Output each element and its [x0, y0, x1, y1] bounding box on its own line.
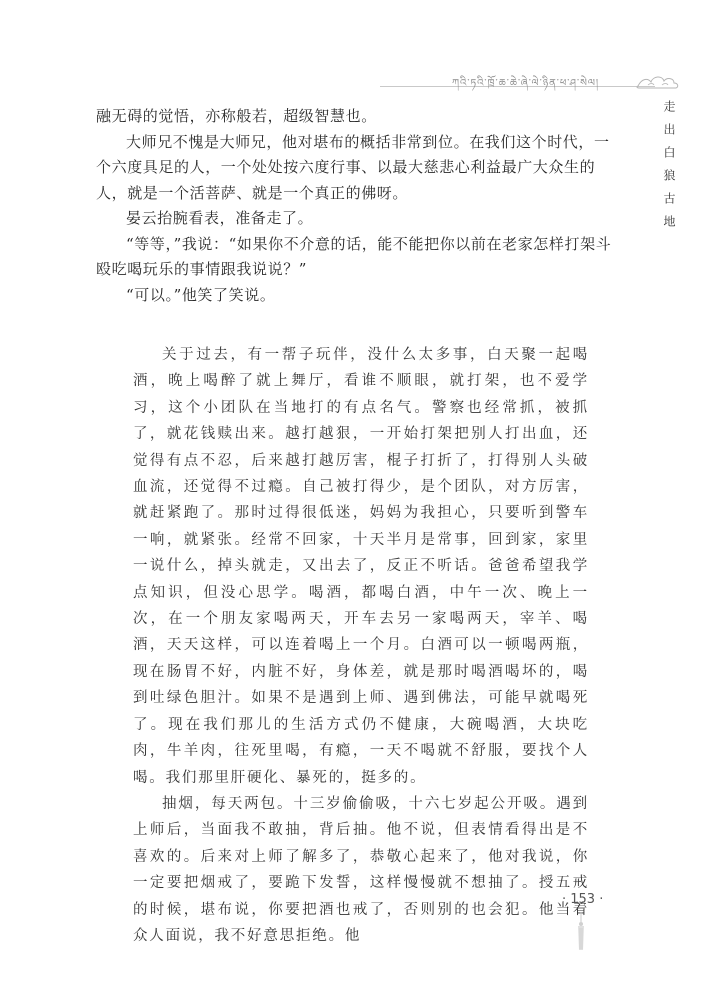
narrative-paragraph: 关于过去，有一帮子玩伴，没什么太多事，白天聚一起喝酒，晚上喝醉了就上舞厅，看谁不顺眼，就打架，也不爱学习，这个小团队在当地打的有点名气。警察也经常抓，被抓了，就花钱赎出来。越打越狠，一开始打架把别人打出血，还觉得有点不忍，后来越打越厉害，棍子打折了，打得别人头破血流，还觉得不过瘾。自己被打得少，是个团队，对方厉害，就赶紧跑了。那时过得很低迷，妈妈为我担心，只要听到警车一响，就紧张。经常不回家，十天半月是常事，回到家，家里一说什么，掉头就走，又出去了，反正不听话。爸爸希望我学点知识，但没心思学。喝酒，都喝白酒，中午一次、晚上一次，在一个朋友家喝两天，开车去另一家喝两天，宰羊、喝酒，天天这样，可以连着喝上一个月。白酒可以一顿喝两瓶，现在肠胃不好，内脏不好，身体差，就是那时喝酒喝坏的，喝到吐绿色胆汁。如果不是遇到上师、遇到佛法，可能早就喝死了。现在我们那儿的生活方式仍不健康，大碗喝酒，大块吃肉，牛羊肉，往死里喝，有瘾，一天不喝就不舒服，要找个人喝。我们那里肝硬化、暴死的，挺多的。	[133, 347, 589, 786]
running-header	[380, 72, 680, 92]
upper-text-block	[96, 104, 616, 308]
paragraph: “可以。”他笑了笑说。	[126, 285, 276, 304]
paragraph: 融无碍的觉悟，亦称般若，超级智慧也。	[96, 107, 377, 125]
side-chapter-title: 走出白狼古地	[662, 100, 676, 238]
cloud-ornament-icon	[636, 72, 680, 90]
page-number: · 153 ·	[562, 892, 604, 907]
header-tibetan-text: ཀའི་ཏའི་ཁྲོ་ཆ་ཆེ་ཞེ་ལེ་ཉིན་ཕ་ཤ་སེལ།	[452, 78, 600, 89]
tassel-ornament-icon	[575, 912, 587, 952]
paragraph: 晏云抬腕看表，准备走了。	[126, 209, 314, 227]
quoted-narrative-block	[133, 342, 589, 949]
paragraph: 大师兄不愧是大师兄，他对堪布的概括非常到位。在我们这个时代，一个六度具足的人，一个处处按六度行事、以最大慈悲心利益最广大众生的人，就是一个活菩萨、就是一个真正的佛呀。	[96, 132, 610, 202]
narrative-paragraph: 抽烟，每天两包。十三岁偷偷吸，十六七岁起公开吸。遇到上师后，当面我不敢抽，背后抽。他不说，但表情看得出是不喜欢的。后来对上师了解多了，恭敬心起来了，他对我说，你一定要把烟戒了，要跪下发誓，这样慢慢就不想抽了。授五戒的时候，堪布说，你要把酒也戒了，否则别的也会犯。他当着众人面说，我不好意思拒绝。他	[133, 795, 589, 944]
paragraph: “等等，”我说：“如果你不介意的话，能不能把你以前在老家怎样打架斗殴吃喝玩乐的事情跟我说说？”	[96, 234, 612, 278]
